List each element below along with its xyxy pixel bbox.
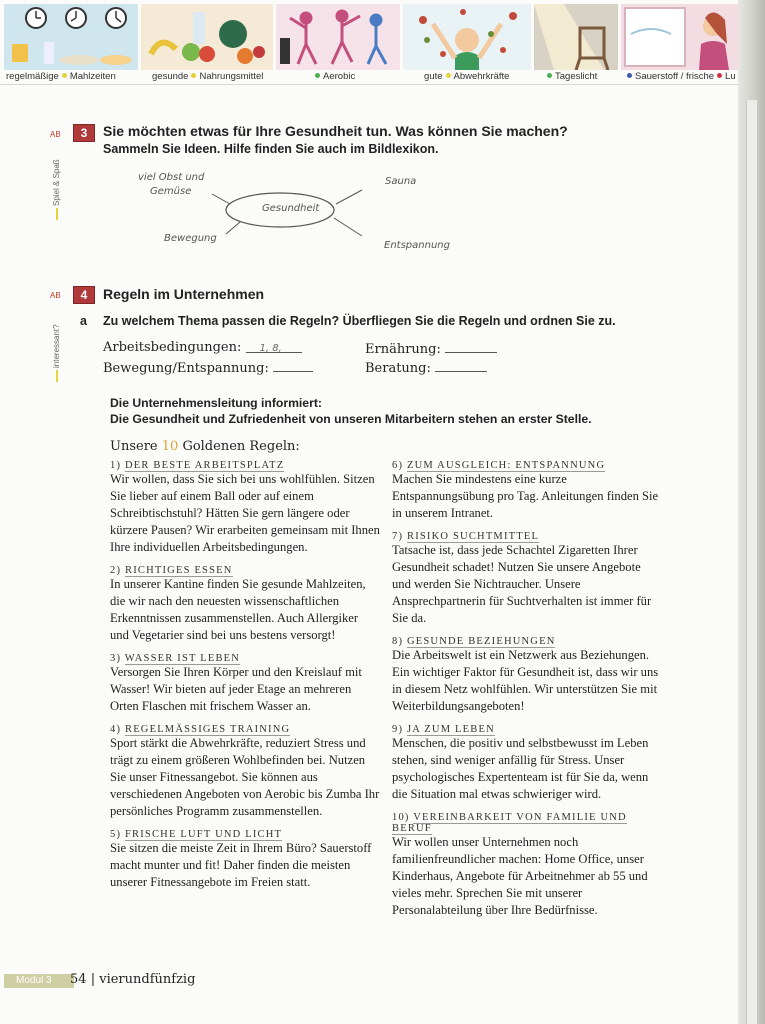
caption-regular-meals [6,71,116,84]
side-label-game-fun: Spiel & Spaß [52,159,61,206]
healthy-food-illustration [141,4,273,70]
rule-9 [392,724,660,803]
rule-body: Versorgen Sie Ihren Körper und den Kreislauf mit Wasser! Wir bieten auf jeder Etage an mehreren Orten Flaschen mit frischem Wasser an. [110,665,362,713]
mindmap-lines [200,180,400,250]
answer-blank-4[interactable] [435,359,487,372]
yellow-dot-icon [191,73,196,78]
immune-system-illustration [403,4,531,70]
rule-body: Wir wollen unser Unternehmen noch familienfreundlicher machen: Home Office, unser Kinderhaus, Angebote für Arbeitnehmer ab 55 und vieles mehr. Sprechen Sie mit unserer Personalabteilung über Ihre Bedürfnisse. [392,835,648,917]
rule-10 [392,812,660,919]
answer-blank-3[interactable] [445,340,497,353]
mindmap-note-vegetables: Gemüse [150,186,192,197]
caption-text-a: regelmäßige [6,71,59,82]
blue-dot-icon [627,73,632,78]
exercise-number-3: 3 [73,124,95,142]
rule-number: 2) [110,565,122,576]
rule-body: Sport stärkt die Abwehrkräfte, reduziert Stress und trägt zu einem größeren Wohlbefinden bei. Nutzen Sie unser Fitnessangebot. Sie können aus verschiedenen Angeboten von Aerobic bis Zumba Ihr persönliches Programm zusammenstellen. [110,736,380,818]
caption-immune-system [424,71,509,84]
rule-title: FRISCHE LUFT UND LICHT [124,829,283,840]
rules-title-pre: Unsere [110,439,158,454]
caption-healthy-food [152,71,263,84]
rule-title: VEREINBARKEIT VON FAMILIE UND BERUF [392,812,627,834]
answer-blank-2[interactable] [273,359,313,372]
caption-text-a: gute [424,71,443,82]
rule-title: GESUNDE BEZIEHUNGEN [406,636,556,647]
rule-number: 7) [392,531,404,542]
exercise-number-4: 4 [73,286,95,304]
rule-number: 5) [110,829,122,840]
rule-title: WASSER IST LEBEN [124,653,241,664]
caption-text-b: Abwehrkräfte [453,71,510,82]
caption-text-a: gesunde [152,71,189,82]
fresh-air-illustration [621,4,738,70]
rules-column-right [392,460,660,928]
answer-blank-1[interactable] [246,340,302,353]
rule-body: Menschen, die positiv und selbstbewusst im Leben stehen, sind weniger anfällig für Stress. Unser psychologisches Expertenteam ist für Sie da, wenn die Situation mal etwas schwieriger wird. [392,736,649,801]
side-label-bar [56,370,58,382]
rules-title-post: Goldenen Regeln: [182,439,300,454]
rule-number: 8) [392,636,404,647]
yellow-dot-icon [446,73,451,78]
caption-text-a: Lu [725,71,736,82]
rule-number: 10) [392,812,410,823]
banner-divider [0,84,738,85]
rules-count: 10 [161,439,179,454]
rule-title: DER BESTE ARBEITSPLATZ [124,460,285,471]
mindmap-center: Gesundheit [262,203,320,214]
red-dot-icon [717,73,722,78]
rule-2 [110,565,380,644]
green-dot-icon [547,73,552,78]
rule-body: Sie sitzen die meiste Zeit in Ihrem Büro? Sauerstoff macht munter und fit! Daher finden die meisten unserer Fitnessangebote im Freien statt. [110,841,372,889]
ab-marker-4: AB [50,291,61,300]
mindmap-note-exercise: Bewegung [164,233,217,244]
exercise-3-title: Sie möchten etwas für Ihre Gesundheit tun. Was können Sie machen? [103,123,568,139]
daylight-illustration [534,4,618,70]
rule-body: Tatsache ist, dass jede Schachtel Zigaretten Ihrer Gesundheit schadet! Nutzen Sie unsere Angebote und werden Sie Nichtraucher. Unsere Ansprechpartnerin für Suchtverhalten ist immer für Sie da. [392,543,652,625]
caption-text-b: Mahlzeiten [69,71,116,82]
exercise-4a-task: Zu welchem Thema passen die Regeln? Überfliegen Sie die Regeln und ordnen Sie zu. [103,314,616,328]
rule-body: In unserer Kantine finden Sie gesunde Mahlzeiten, die wir nach den neuesten wissenschaftlichen Erkenntnissen zusammenstellen. Auch Allergiker und Vegetarier sind bei uns bestens versorgt! [110,577,366,642]
next-page-strip [746,100,757,1024]
caption-text-b: Nahrungsmittel [199,71,264,82]
rules-column-left [110,460,380,900]
category-label: Bewegung/Entspannung: [103,361,269,376]
green-dot-icon [315,73,320,78]
rule-6 [392,460,660,522]
rule-body: Machen Sie mindestens eine kurze Entspannungsübung pro Tag. Anleitungen finden Sie in unserem Intranet. [392,472,659,520]
rule-7 [392,531,660,627]
exercise-4-title: Regeln im Unternehmen [103,286,265,302]
yellow-dot-icon [62,73,67,78]
rule-number: 4) [110,724,122,735]
category-exercise-relaxation [103,359,313,376]
category-label: Beratung: [365,361,431,376]
category-working-conditions [103,340,302,355]
ab-marker-3: AB [50,130,61,139]
category-nutrition [365,340,497,357]
page-number-digits: 54 [70,972,87,987]
clocks-meals-illustration [4,4,138,70]
category-label: Arbeitsbedingungen: [103,340,242,355]
rule-title: ZUM AUSGLEICH: ENTSPANNUNG [406,460,606,471]
caption-text-b: Tageslicht [555,71,598,82]
rule-8 [392,636,660,715]
rule-body: Wir wollen, dass Sie sich bei uns wohlfühlen. Sitzen Sie lieber auf einem Ball oder auf einem Schreibtischstuhl? Hätten Sie gern längere oder kürzere Pausen? Wir erarbeiten gemeinsam mit Ihnen Ihre individuellen Arbeitsbedingungen. [110,472,380,554]
handwritten-answer: 1, 8, [259,343,282,354]
side-label-interesting: interessant? [52,324,61,368]
rule-1 [110,460,380,556]
exercise-3-subtitle: Sammeln Sie Ideen. Hilfe finden Sie auch im Bildlexikon. [103,142,439,156]
rule-title: RICHTIGES ESSEN [124,565,233,576]
caption-daylight [544,71,597,84]
rules-title [110,439,300,454]
notice-subheading: Die Gesundheit und Zufriedenheit von unseren Mitarbeitern stehen an erster Stelle. [110,412,592,426]
aerobic-illustration [276,4,400,70]
rule-number: 1) [110,460,122,471]
page-separator: | [90,972,96,987]
rule-body: Die Arbeitswelt ist ein Netzwerk aus Beziehungen. Ein wichtiger Faktor für Gesundheit ist, dass wir uns in diesem Netz wohlfühlen. Wir unterstützen Sie mit Weiterbildungsangeboten! [392,648,659,713]
caption-fresh-air [624,71,736,84]
part-a-letter: a [80,314,87,328]
rule-title: RISIKO SUCHTMITTEL [406,531,540,542]
notice-heading: Die Unternehmensleitung informiert: [110,396,322,410]
category-label: Ernährung: [365,342,441,357]
page-number-word: vierundfünfzig [99,972,196,987]
page-number [70,972,195,987]
mindmap-note-fruit: viel Obst und [138,172,205,183]
picture-dictionary-banner [0,0,745,84]
mindmap-note-relaxation: Entspannung [384,240,450,251]
module-tab: Modul 3 [4,974,74,988]
category-counseling [365,359,487,376]
rule-5 [110,829,380,891]
rule-number: 3) [110,653,122,664]
rule-title: REGELMÄSSIGES TRAINING [124,724,291,735]
side-label-bar [56,208,58,220]
caption-text-b: Aerobic [323,71,356,82]
caption-text-b: Sauerstoff / frische [635,71,715,82]
mindmap-note-sauna: Sauna [385,176,417,187]
book-edge [738,0,765,1024]
rule-number: 6) [392,460,404,471]
rule-3 [110,653,380,715]
caption-aerobic [312,71,355,84]
rule-4 [110,724,380,820]
rule-number: 9) [392,724,404,735]
rule-title: JA ZUM LEBEN [406,724,495,735]
